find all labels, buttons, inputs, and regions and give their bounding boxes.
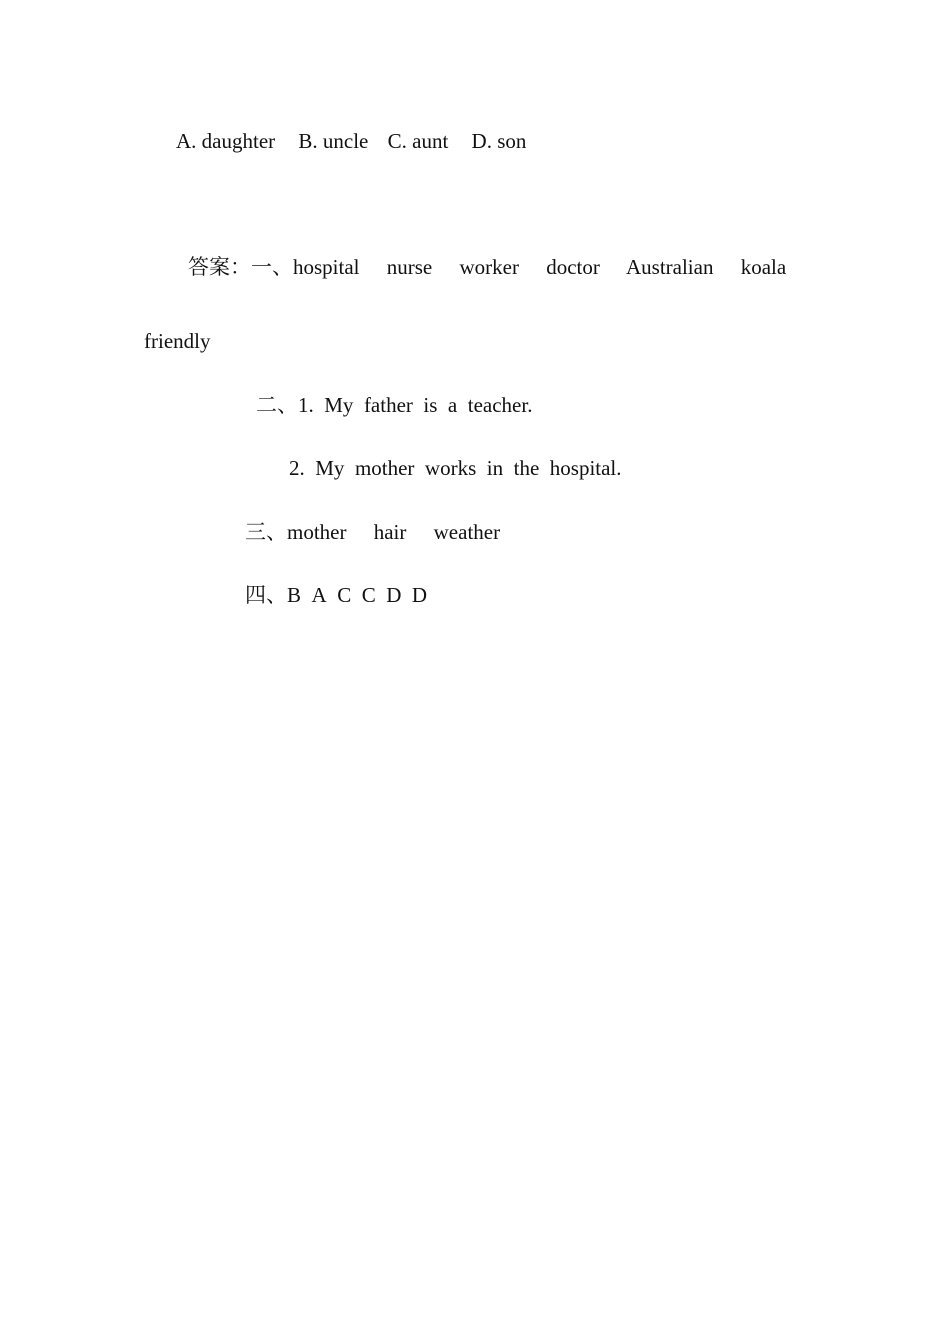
option-b: B. uncle	[298, 129, 369, 153]
word: mother	[354, 456, 415, 480]
section-2-item-1	[256, 391, 532, 419]
answers-heading: 答案：	[188, 255, 251, 279]
section-3-marker: 三、	[245, 520, 287, 544]
section-3-word: weather	[433, 520, 501, 544]
section-1-word: Australian	[625, 255, 714, 279]
option-c: C. aunt	[387, 129, 449, 153]
word: 2.	[289, 456, 305, 480]
section-4-letter: D	[386, 583, 402, 607]
word: My	[324, 393, 354, 417]
word: the	[513, 456, 540, 480]
section-4-letter: B	[287, 583, 302, 607]
section-4-letter: C	[361, 583, 376, 607]
section-4-marker: 四、	[245, 583, 287, 607]
section-2-marker: 二、	[256, 393, 298, 417]
word: a	[447, 393, 458, 417]
section-1-word: nurse	[386, 255, 433, 279]
section-1-word: hospital	[293, 255, 360, 279]
section-2-item-2	[289, 454, 622, 482]
option-d: D. son	[471, 129, 527, 153]
section-3-line	[245, 518, 500, 546]
section-1-word: worker	[459, 255, 519, 279]
word: father	[363, 393, 413, 417]
section-4-letter: D	[411, 583, 428, 607]
section-3-word: mother	[287, 520, 347, 544]
section-4-letter: C	[337, 583, 352, 607]
word: 1.	[298, 393, 314, 417]
word: is	[423, 393, 438, 417]
section-1-marker: 一、	[251, 255, 293, 279]
section-1-word: doctor	[546, 255, 600, 279]
section-1-word: koala	[740, 255, 787, 279]
word: My	[315, 456, 345, 480]
options-line	[176, 127, 526, 155]
word: teacher.	[467, 393, 533, 417]
word: in	[486, 456, 504, 480]
section-3-word: hair	[373, 520, 407, 544]
section-4-letter: A	[311, 583, 327, 607]
section-1-continuation: friendly	[144, 329, 211, 353]
option-a: A. daughter	[176, 129, 276, 153]
word: hospital.	[549, 456, 622, 480]
word: works	[424, 456, 477, 480]
section-4-line	[245, 581, 427, 609]
answers-section-1-line	[188, 253, 798, 281]
